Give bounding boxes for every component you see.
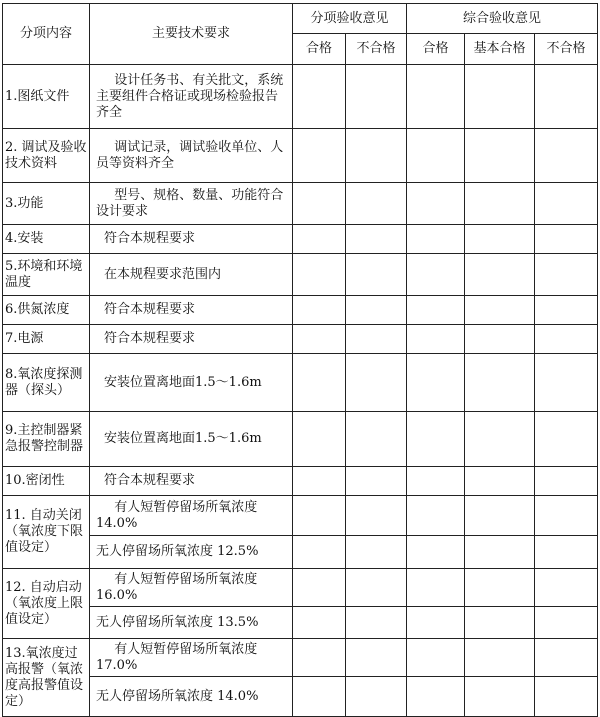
table-row [3, 296, 598, 325]
overall-fail-cell[interactable] [535, 354, 598, 412]
sub-fail-cell[interactable] [346, 225, 407, 254]
sub-fail-cell[interactable] [346, 677, 407, 717]
item-cell: 5.环境和环境温度 [3, 254, 90, 296]
requirement-cell: 设计任务书、有关批文，系统主要组件合格证或现场检验报告齐全 [90, 65, 293, 129]
requirement-cell: 有人短暂停留场所氧浓度 17.0% [90, 639, 293, 677]
requirement-cell: 安装位置离地面1.5～1.6m [90, 412, 293, 467]
item-cell: 13.氧浓度过高报警（氧浓度高报警值设定） [3, 639, 90, 717]
overall-pass-cell[interactable] [407, 225, 465, 254]
sub-fail-cell[interactable] [346, 296, 407, 325]
header-sub-pass: 合格 [293, 34, 346, 65]
sub-fail-cell[interactable] [346, 569, 407, 607]
sub-pass-cell[interactable] [293, 496, 346, 536]
item-cell: 10.密闭性 [3, 467, 90, 496]
sub-fail-cell[interactable] [346, 65, 407, 129]
overall-basic-cell[interactable] [465, 467, 535, 496]
requirement-cell: 符合本规程要求 [90, 296, 293, 325]
requirement-cell: 型号、规格、数量、功能符合设计要求 [90, 183, 293, 225]
overall-pass-cell[interactable] [407, 412, 465, 467]
item-cell: 7.电源 [3, 325, 90, 354]
sub-pass-cell[interactable] [293, 325, 346, 354]
overall-fail-cell[interactable] [535, 607, 598, 639]
sub-pass-cell[interactable] [293, 536, 346, 569]
overall-fail-cell[interactable] [535, 412, 598, 467]
overall-pass-cell[interactable] [407, 325, 465, 354]
overall-fail-cell[interactable] [535, 639, 598, 677]
table-row [3, 607, 598, 639]
sub-pass-cell[interactable] [293, 129, 346, 183]
overall-pass-cell[interactable] [407, 569, 465, 607]
table-row [3, 225, 598, 254]
item-cell: 4.安装 [3, 225, 90, 254]
overall-fail-cell[interactable] [535, 496, 598, 536]
table-row [3, 325, 598, 354]
overall-basic-cell[interactable] [465, 296, 535, 325]
overall-basic-cell[interactable] [465, 536, 535, 569]
requirement-cell: 有人短暂停留场所氧浓度 14.0% [90, 496, 293, 536]
sub-pass-cell[interactable] [293, 354, 346, 412]
header-item: 分项内容 [3, 4, 90, 65]
requirement-cell: 在本规程要求范围内 [90, 254, 293, 296]
sub-fail-cell[interactable] [346, 536, 407, 569]
sub-fail-cell[interactable] [346, 325, 407, 354]
sub-pass-cell[interactable] [293, 467, 346, 496]
overall-basic-cell[interactable] [465, 496, 535, 536]
overall-pass-cell[interactable] [407, 254, 465, 296]
overall-pass-cell[interactable] [407, 354, 465, 412]
sub-pass-cell[interactable] [293, 677, 346, 717]
overall-fail-cell[interactable] [535, 129, 598, 183]
header-sub-opinion: 分项验收意见 [293, 4, 407, 34]
overall-basic-cell[interactable] [465, 254, 535, 296]
sub-fail-cell[interactable] [346, 607, 407, 639]
sub-pass-cell[interactable] [293, 225, 346, 254]
table-row [3, 183, 598, 225]
header-overall-basic: 基本合格 [465, 34, 535, 65]
overall-pass-cell[interactable] [407, 607, 465, 639]
sub-fail-cell[interactable] [346, 467, 407, 496]
sub-fail-cell[interactable] [346, 639, 407, 677]
item-cell: 2. 调试及验收技术资料 [3, 129, 90, 183]
table-row [3, 254, 598, 296]
requirement-cell: 调试记录，调试验收单位、人员等资料齐全 [90, 129, 293, 183]
requirement-cell: 无人停留场所氧浓度 12.5% [90, 536, 293, 569]
item-cell: 12. 自动启动（氧浓度上限值设定） [3, 569, 90, 639]
table-row [3, 65, 598, 129]
table-row [3, 569, 598, 607]
sub-pass-cell[interactable] [293, 639, 346, 677]
overall-pass-cell[interactable] [407, 536, 465, 569]
requirement-cell: 安装位置离地面1.5～1.6m [90, 354, 293, 412]
overall-basic-cell[interactable] [465, 412, 535, 467]
header-overall-fail: 不合格 [535, 34, 598, 65]
header-sub-fail: 不合格 [346, 34, 407, 65]
item-cell: 6.供氮浓度 [3, 296, 90, 325]
header-overall-opinion: 综合验收意见 [407, 4, 598, 34]
overall-basic-cell[interactable] [465, 325, 535, 354]
sub-fail-cell[interactable] [346, 354, 407, 412]
overall-pass-cell[interactable] [407, 129, 465, 183]
sub-pass-cell[interactable] [293, 296, 346, 325]
overall-fail-cell[interactable] [535, 467, 598, 496]
acceptance-table [2, 3, 598, 717]
sub-fail-cell[interactable] [346, 183, 407, 225]
requirement-cell: 符合本规程要求 [90, 225, 293, 254]
overall-basic-cell[interactable] [465, 639, 535, 677]
sub-pass-cell[interactable] [293, 254, 346, 296]
sub-pass-cell[interactable] [293, 65, 346, 129]
overall-fail-cell[interactable] [535, 569, 598, 607]
overall-fail-cell[interactable] [535, 65, 598, 129]
requirement-cell: 有人短暂停留场所氧浓度 16.0% [90, 569, 293, 607]
overall-fail-cell[interactable] [535, 325, 598, 354]
overall-basic-cell[interactable] [465, 183, 535, 225]
item-cell: 8.氧浓度探测器（探头） [3, 354, 90, 412]
overall-basic-cell[interactable] [465, 65, 535, 129]
sub-fail-cell[interactable] [346, 496, 407, 536]
overall-pass-cell[interactable] [407, 65, 465, 129]
sub-fail-cell[interactable] [346, 412, 407, 467]
overall-fail-cell[interactable] [535, 296, 598, 325]
table-row [3, 129, 598, 183]
item-cell: 11. 自动关闭（氧浓度下限值设定） [3, 496, 90, 569]
overall-basic-cell[interactable] [465, 677, 535, 717]
overall-pass-cell[interactable] [407, 467, 465, 496]
table-row [3, 639, 598, 677]
overall-fail-cell[interactable] [535, 225, 598, 254]
overall-pass-cell[interactable] [407, 496, 465, 536]
overall-fail-cell[interactable] [535, 254, 598, 296]
sub-pass-cell[interactable] [293, 607, 346, 639]
table-row [3, 677, 598, 717]
requirement-cell: 无人停留场所氧浓度 14.0% [90, 677, 293, 717]
table-row [3, 467, 598, 496]
overall-basic-cell[interactable] [465, 569, 535, 607]
sub-pass-cell[interactable] [293, 569, 346, 607]
overall-fail-cell[interactable] [535, 183, 598, 225]
sub-pass-cell[interactable] [293, 412, 346, 467]
overall-basic-cell[interactable] [465, 607, 535, 639]
table-row [3, 354, 598, 412]
sub-pass-cell[interactable] [293, 183, 346, 225]
requirement-cell: 符合本规程要求 [90, 325, 293, 354]
item-cell: 9.主控制器紧急报警控制器 [3, 412, 90, 467]
overall-pass-cell[interactable] [407, 677, 465, 717]
header-requirement: 主要技术要求 [90, 4, 293, 65]
item-cell: 1.图纸文件 [3, 65, 90, 129]
overall-basic-cell[interactable] [465, 129, 535, 183]
overall-fail-cell[interactable] [535, 536, 598, 569]
overall-pass-cell[interactable] [407, 639, 465, 677]
overall-pass-cell[interactable] [407, 296, 465, 325]
overall-fail-cell[interactable] [535, 677, 598, 717]
overall-basic-cell[interactable] [465, 354, 535, 412]
sub-fail-cell[interactable] [346, 254, 407, 296]
sub-fail-cell[interactable] [346, 129, 407, 183]
overall-pass-cell[interactable] [407, 183, 465, 225]
item-cell: 3.功能 [3, 183, 90, 225]
overall-basic-cell[interactable] [465, 225, 535, 254]
requirement-cell: 符合本规程要求 [90, 467, 293, 496]
table-row [3, 412, 598, 467]
table-row [3, 496, 598, 536]
header-overall-pass: 合格 [407, 34, 465, 65]
table-row [3, 536, 598, 569]
requirement-cell: 无人停留场所氧浓度 13.5% [90, 607, 293, 639]
